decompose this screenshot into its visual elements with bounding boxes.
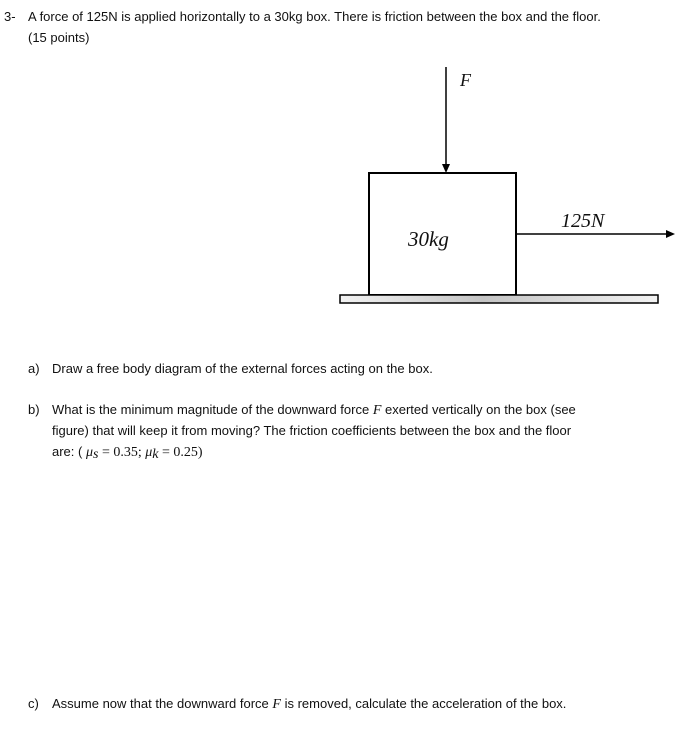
part-a-text: Draw a free body diagram of the external forces acting on the box. xyxy=(52,361,433,376)
part-b-line3: are: ( $\mu_s = 0.35$; $\mu_k = 0.25$) xyxy=(52,444,203,462)
part-c-label: c) xyxy=(28,696,39,711)
question-text: A force of 125N is applied horizontally to a 30kg box. There is friction between the box and the floor. xyxy=(28,9,601,24)
box-mass-label: 30kg xyxy=(408,227,449,251)
floor xyxy=(340,295,658,303)
var-f: F xyxy=(372,403,382,418)
var-f: F xyxy=(272,697,281,712)
applied-arrowhead xyxy=(666,230,675,238)
part-b-line1: What is the minimum magnitude of the downward force F exerted vertically on the box (see xyxy=(52,402,576,418)
applied-force-label: 125N xyxy=(561,210,605,232)
question-number: 3- xyxy=(4,9,16,24)
part-b-line2: figure) that will keep it from moving? The friction coefficients between the box and the floor xyxy=(52,423,572,438)
part-b-label: b) xyxy=(28,402,40,417)
downward-arrowhead xyxy=(442,164,450,173)
question-points: (15 points) xyxy=(28,30,90,45)
force-label: F xyxy=(460,70,471,90)
part-a-label: a) xyxy=(28,361,40,376)
part-c-text: Assume now that the downward force F is removed, calculate the acceleration of the box. xyxy=(52,696,567,712)
